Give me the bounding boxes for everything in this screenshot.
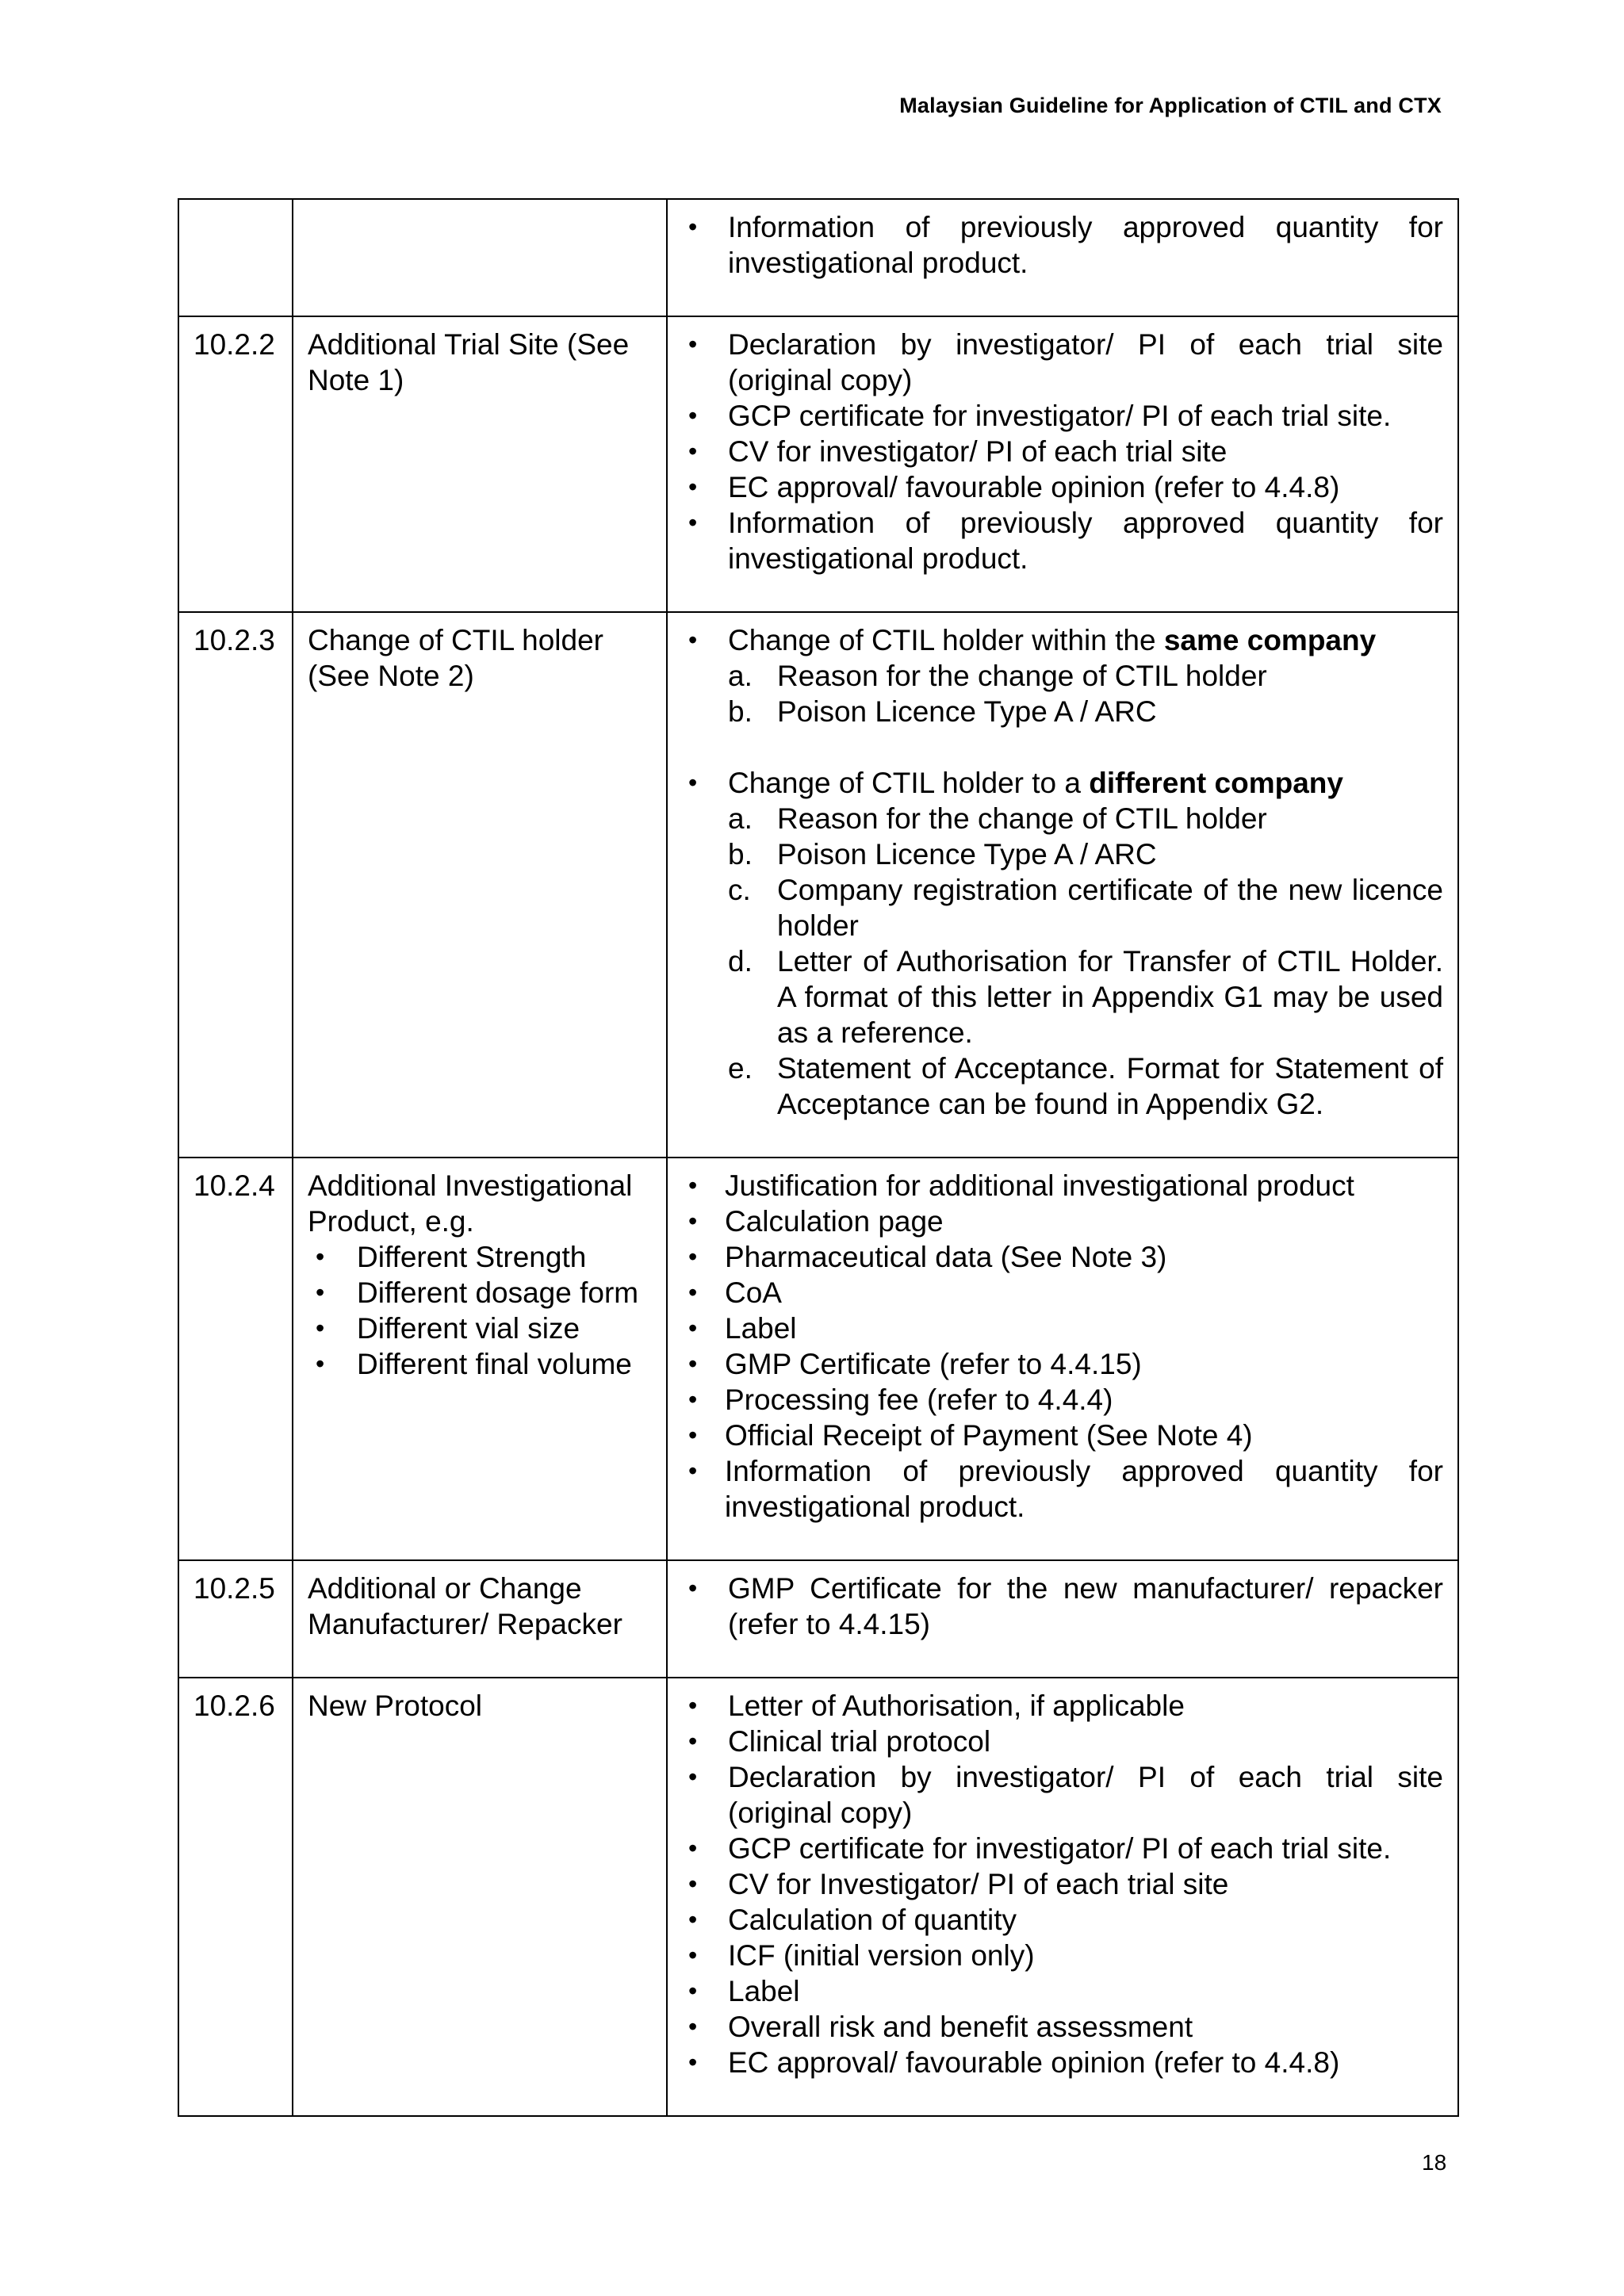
requirement-item: • Label <box>682 1973 1443 2009</box>
requirement-item: • EC approval/ favourable opinion (refer to 4.4.8) <box>682 469 1443 505</box>
item-text: Additional Investigational Product, e.g. <box>308 1169 633 1238</box>
section-number-cell: 10.2.4 <box>178 1158 293 1560</box>
table-row <box>178 1678 1458 2116</box>
requirements-cell <box>667 1678 1458 2116</box>
item-cell: New Protocol <box>293 1678 667 2116</box>
requirement-item: • Justification for additional investigational product <box>682 1168 1443 1203</box>
requirements-table <box>178 198 1459 2117</box>
requirement-item: • Information of previously approved quantity for investigational product. <box>682 209 1443 281</box>
sub-requirement-item: c. Company registration certificate of the new licence holder <box>728 874 1443 942</box>
requirements-cell <box>667 612 1458 1158</box>
table-row <box>178 1158 1458 1560</box>
sub-requirement-item: e. Statement of Acceptance. Format for Statement of Acceptance can be found in Appendix G2. <box>728 1052 1443 1120</box>
requirements-cell <box>667 1158 1458 1560</box>
section-number-cell: 10.2.5 <box>178 1560 293 1678</box>
item-cell: Additional Trial Site (See Note 1) <box>293 316 667 612</box>
requirement-item: • ICF (initial version only) <box>682 1938 1443 1973</box>
item-cell: Additional or Change Manufacturer/ Repacker <box>293 1560 667 1678</box>
requirement-item: • Processing fee (refer to 4.4.4) <box>682 1382 1443 1418</box>
sub-requirement-item: b. Poison Licence Type A / ARC <box>728 695 1157 728</box>
requirements-cell <box>667 316 1458 612</box>
requirements-cell <box>667 1560 1458 1678</box>
table-row <box>178 316 1458 612</box>
requirement-item: • Declaration by investigator/ PI of each trial site (original copy) <box>682 327 1443 398</box>
item-cell <box>293 1158 667 1560</box>
requirement-item: • Information of previously approved quantity for investigational product. <box>682 505 1443 576</box>
sub-requirement-item: a. Reason for the change of CTIL holder <box>728 802 1267 835</box>
section-number-cell: 10.2.3 <box>178 612 293 1158</box>
requirement-item: • Label <box>682 1311 1443 1346</box>
requirement-item: • GMP Certificate for the new manufacturer/ repacker (refer to 4.4.15) <box>682 1571 1443 1642</box>
sub-requirement-item: d. Letter of Authorisation for Transfer of CTIL Holder. A format of this letter in Appendix G1 may be used as a reference. <box>728 945 1443 1049</box>
requirement-item: • CV for Investigator/ PI of each trial site <box>682 1866 1443 1902</box>
requirement-item: • Pharmaceutical data (See Note 3) <box>682 1239 1443 1275</box>
item-bullet: • Different final volume <box>308 1346 652 1382</box>
requirement-group-lead: • Change of CTIL holder to a different company <box>682 765 1443 801</box>
table-row <box>178 199 1458 316</box>
requirement-group-lead: • Change of CTIL holder within the same company <box>682 622 1443 658</box>
table-row <box>178 612 1458 1158</box>
sub-requirement-item: b. Poison Licence Type A / ARC <box>728 838 1157 871</box>
section-number-cell: 10.2.2 <box>178 316 293 612</box>
item-bullet: • Different Strength <box>308 1239 652 1275</box>
item-cell: Change of CTIL holder (See Note 2) <box>293 612 667 1158</box>
requirement-item: • Overall risk and benefit assessment <box>682 2009 1443 2045</box>
table-row <box>178 1560 1458 1678</box>
requirement-item: • CV for investigator/ PI of each trial site <box>682 434 1443 469</box>
requirement-item: • Calculation of quantity <box>682 1902 1443 1938</box>
document-header-title: Malaysian Guideline for Application of CTIL and CTX <box>899 94 1442 117</box>
requirement-item: • Information of previously approved quantity for investigational product. <box>682 1453 1443 1525</box>
requirement-item: • Declaration by investigator/ PI of each trial site (original copy) <box>682 1759 1443 1831</box>
requirement-item: • GCP certificate for investigator/ PI of each trial site. <box>682 1831 1443 1866</box>
requirement-item: • Letter of Authorisation, if applicable <box>682 1688 1443 1724</box>
item-bullet: • Different vial size <box>308 1311 652 1346</box>
sub-requirement-item: a. Reason for the change of CTIL holder <box>728 660 1267 692</box>
requirements-cell <box>667 199 1458 316</box>
requirement-item: • Calculation page <box>682 1203 1443 1239</box>
requirement-item: • GCP certificate for investigator/ PI of each trial site. <box>682 398 1443 434</box>
requirement-item: • Clinical trial protocol <box>682 1724 1443 1759</box>
item-cell <box>293 199 667 316</box>
requirement-item: • EC approval/ favourable opinion (refer to 4.4.8) <box>682 2045 1443 2080</box>
requirement-item: • GMP Certificate (refer to 4.4.15) <box>682 1346 1443 1382</box>
section-number-cell <box>178 199 293 316</box>
section-number-cell: 10.2.6 <box>178 1678 293 2116</box>
item-bullet: • Different dosage form <box>308 1275 652 1311</box>
requirement-item: • CoA <box>682 1275 1443 1311</box>
requirement-item: • Official Receipt of Payment (See Note 4) <box>682 1418 1443 1453</box>
page-number: 18 <box>1422 2150 1447 2175</box>
